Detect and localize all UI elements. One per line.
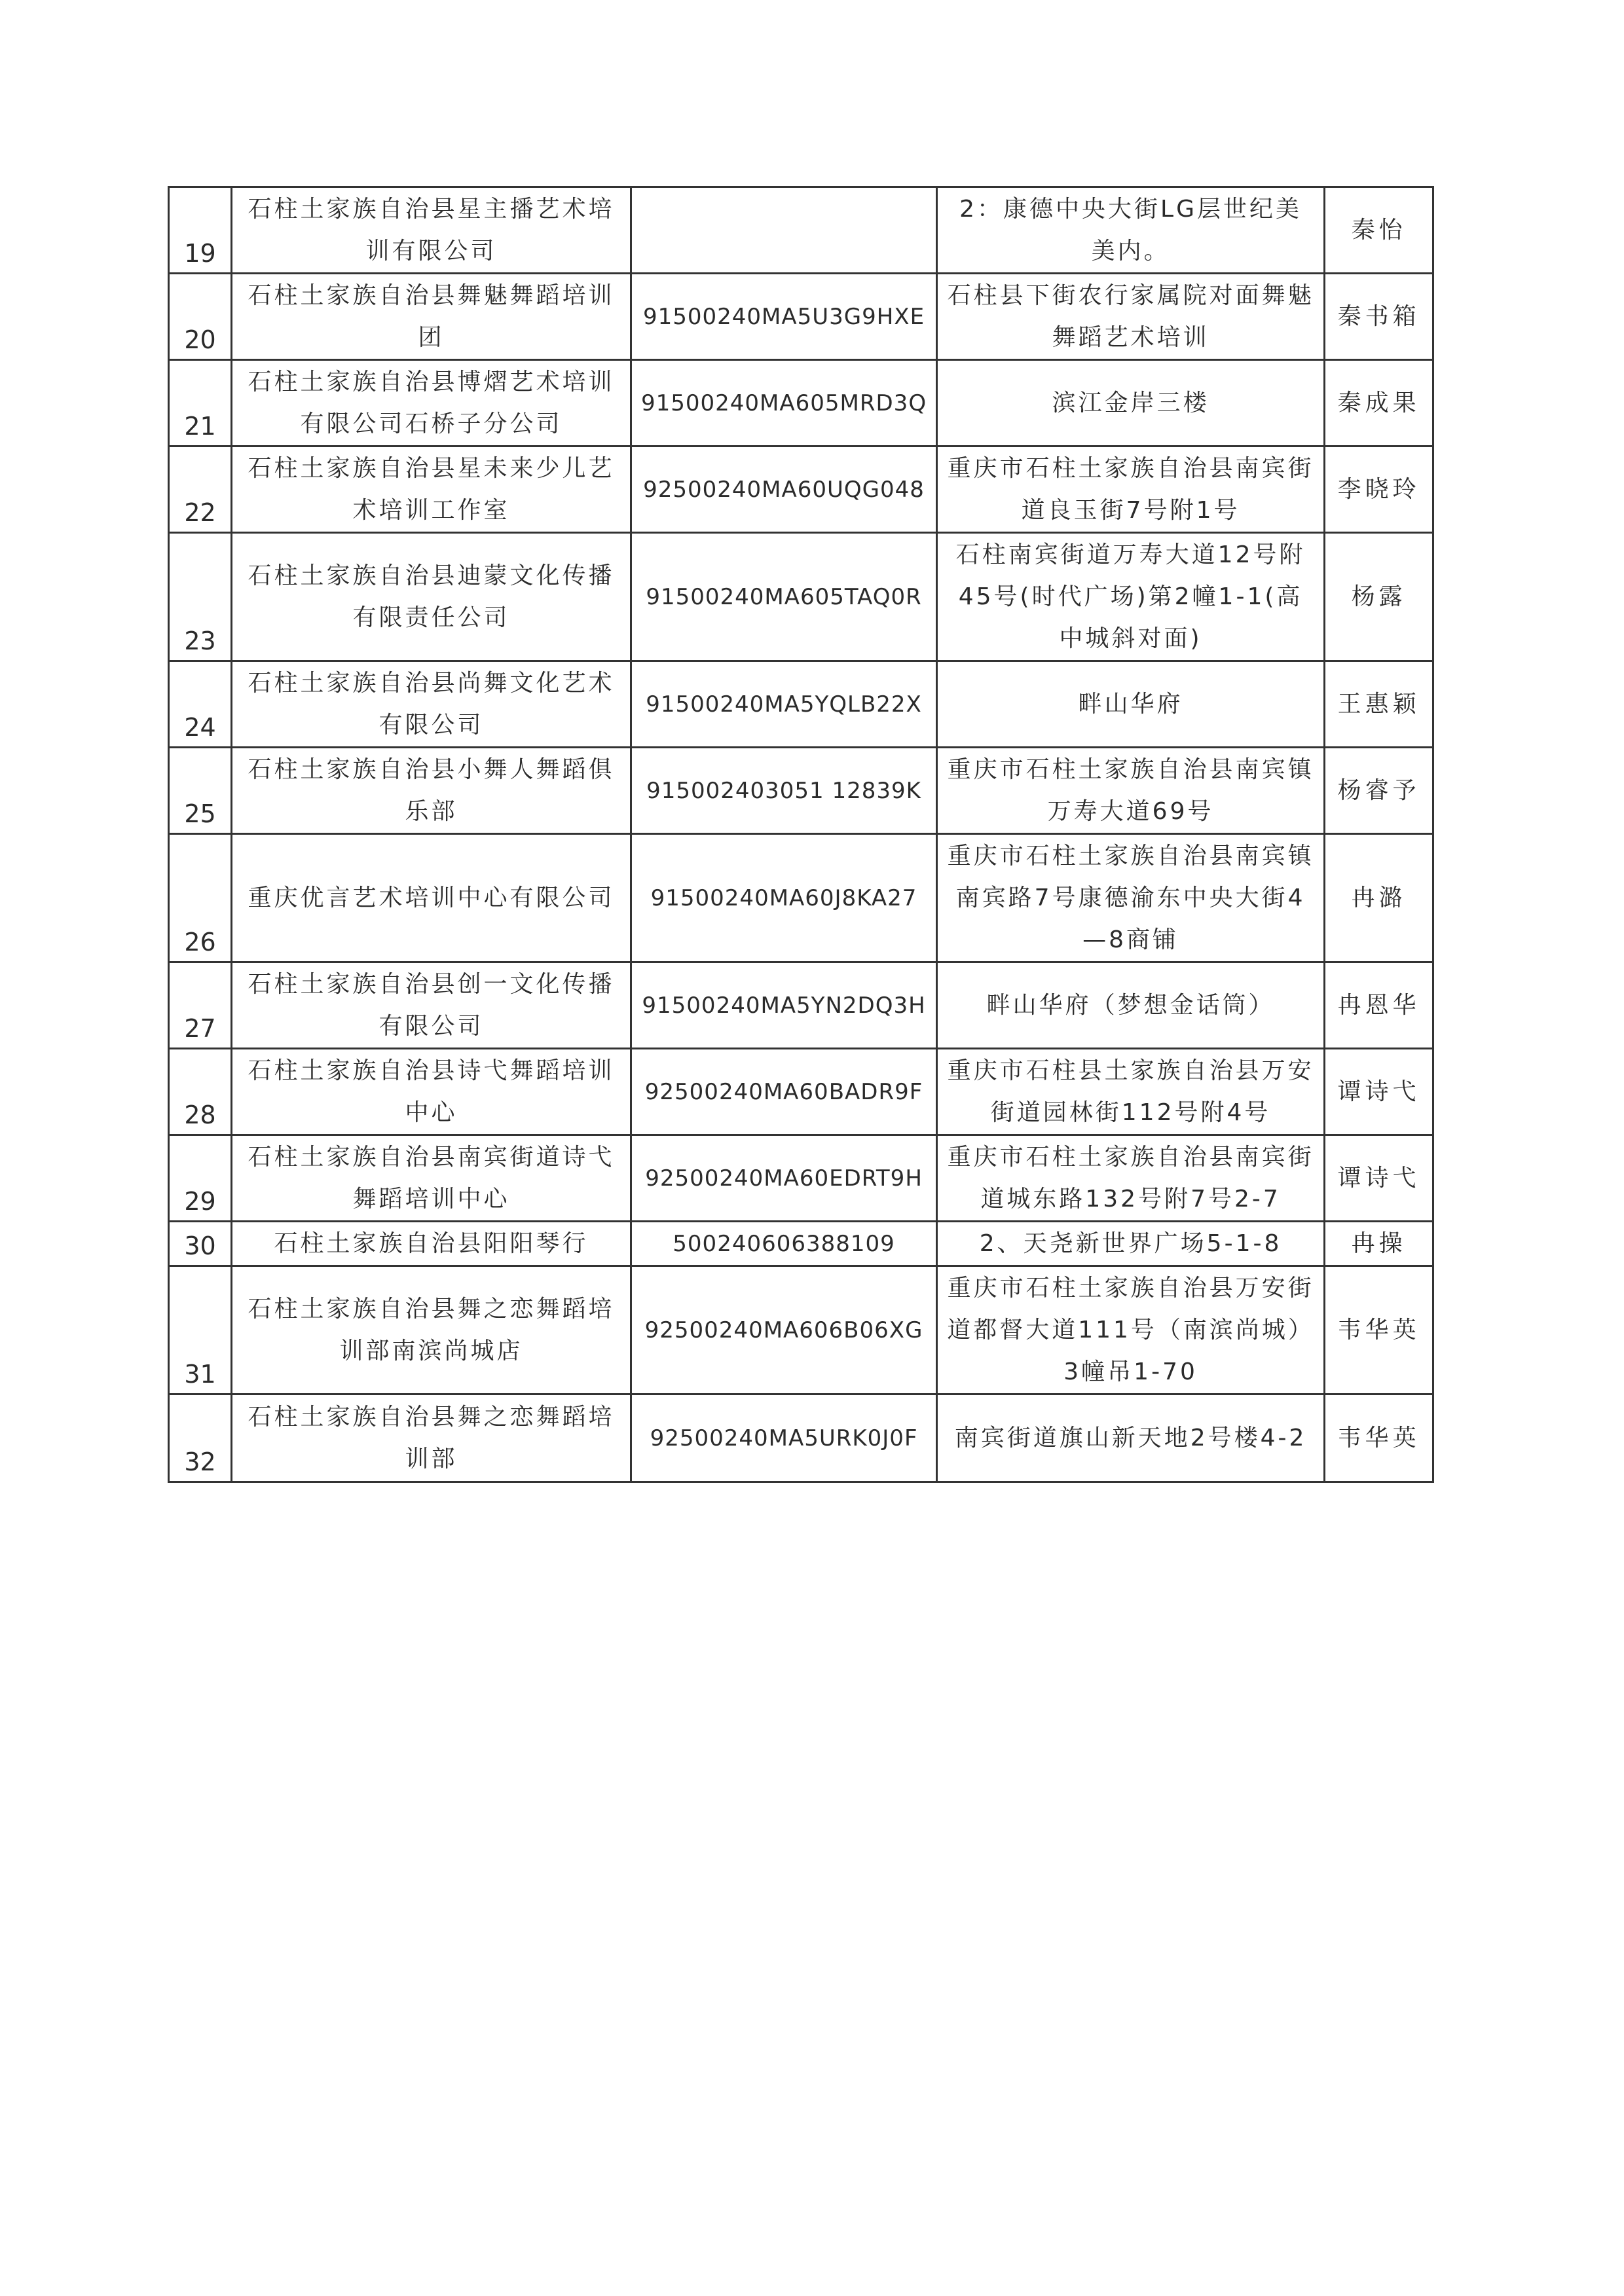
- contact-person: 秦书箱: [1325, 274, 1433, 360]
- address: 石柱县下街农行家属院对面舞魅舞蹈艺术培训: [937, 274, 1325, 360]
- organization-name: 石柱土家族自治县南宾街道诗弋舞蹈培训中心: [232, 1135, 631, 1222]
- address: 畔山华府（梦想金话筒）: [937, 962, 1325, 1049]
- contact-person: 秦成果: [1325, 360, 1433, 446]
- address: 滨江金岸三楼: [937, 360, 1325, 446]
- credit-code: [631, 187, 937, 274]
- row-number: 20: [169, 274, 232, 360]
- row-number: 19: [169, 187, 232, 274]
- contact-person: 李晓玲: [1325, 446, 1433, 533]
- table-row: [169, 274, 1433, 360]
- registration-table: [168, 186, 1434, 1483]
- organization-name: 石柱土家族自治县舞魅舞蹈培训团: [232, 274, 631, 360]
- organization-name: 石柱土家族自治县尚舞文化艺术有限公司: [232, 661, 631, 748]
- table-row: [169, 1266, 1433, 1394]
- row-number: 23: [169, 533, 232, 661]
- row-number: 29: [169, 1135, 232, 1222]
- credit-code: 91500240MA5U3G9HXE: [631, 274, 937, 360]
- contact-person: 谭诗弋: [1325, 1135, 1433, 1222]
- contact-person: 杨睿予: [1325, 748, 1433, 834]
- table-row: [169, 187, 1433, 274]
- credit-code: 91500240MA605MRD3Q: [631, 360, 937, 446]
- address: 重庆市石柱土家族自治县万安街道都督大道111号（南滨尚城）3幢吊1-70: [937, 1266, 1325, 1394]
- address: 重庆市石柱县土家族自治县万安街道园林街112号附4号: [937, 1049, 1325, 1135]
- table-row: [169, 1049, 1433, 1135]
- credit-code: 92500240MA606B06XG: [631, 1266, 937, 1394]
- table-row: [169, 1135, 1433, 1222]
- table-row: [169, 834, 1433, 962]
- row-number: 28: [169, 1049, 232, 1135]
- organization-name: 石柱土家族自治县诗弋舞蹈培训中心: [232, 1049, 631, 1135]
- contact-person: 冉潞: [1325, 834, 1433, 962]
- contact-person: 韦华英: [1325, 1394, 1433, 1482]
- address: 重庆市石柱土家族自治县南宾街道良玉街7号附1号: [937, 446, 1325, 533]
- credit-code: 91500240MA605TAQ0R: [631, 533, 937, 661]
- row-number: 31: [169, 1266, 232, 1394]
- table-row: [169, 1394, 1433, 1482]
- contact-person: 谭诗弋: [1325, 1049, 1433, 1135]
- row-number: 25: [169, 748, 232, 834]
- credit-code: 92500240MA60EDRT9H: [631, 1135, 937, 1222]
- organization-name: 石柱土家族自治县小舞人舞蹈俱乐部: [232, 748, 631, 834]
- contact-person: 韦华英: [1325, 1266, 1433, 1394]
- table-row: [169, 1222, 1433, 1266]
- contact-person: 王惠颖: [1325, 661, 1433, 748]
- row-number: 26: [169, 834, 232, 962]
- row-number: 30: [169, 1222, 232, 1266]
- address: 南宾街道旗山新天地2号楼4-2: [937, 1394, 1325, 1482]
- address: 2：康德中央大街LG层世纪美美内。: [937, 187, 1325, 274]
- row-number: 24: [169, 661, 232, 748]
- table-row: [169, 360, 1433, 446]
- organization-name: 石柱土家族自治县创一文化传播有限公司: [232, 962, 631, 1049]
- organization-name: 石柱土家族自治县博熠艺术培训有限公司石桥子分公司: [232, 360, 631, 446]
- contact-person: 秦怡: [1325, 187, 1433, 274]
- address: 石柱南宾街道万寿大道12号附45号(时代广场)第2幢1-1(高中城斜对面): [937, 533, 1325, 661]
- credit-code: 92500240MA5URK0J0F: [631, 1394, 937, 1482]
- row-number: 32: [169, 1394, 232, 1482]
- credit-code: 500240606388109: [631, 1222, 937, 1266]
- table-row: [169, 533, 1433, 661]
- address: 畔山华府: [937, 661, 1325, 748]
- row-number: 27: [169, 962, 232, 1049]
- contact-person: 冉操: [1325, 1222, 1433, 1266]
- organization-name: 石柱土家族自治县阳阳琴行: [232, 1222, 631, 1266]
- credit-code: 92500240MA60BADR9F: [631, 1049, 937, 1135]
- credit-code: 92500240MA60UQG048: [631, 446, 937, 533]
- organization-name: 重庆优言艺术培训中心有限公司: [232, 834, 631, 962]
- table-row: [169, 748, 1433, 834]
- contact-person: 冉恩华: [1325, 962, 1433, 1049]
- organization-name: 石柱土家族自治县迪蒙文化传播有限责任公司: [232, 533, 631, 661]
- credit-code: 91500240MA5YN2DQ3H: [631, 962, 937, 1049]
- row-number: 22: [169, 446, 232, 533]
- organization-name: 石柱土家族自治县星未来少儿艺术培训工作室: [232, 446, 631, 533]
- credit-code: 91500240MA60J8KA27: [631, 834, 937, 962]
- address: 重庆市石柱土家族自治县南宾镇万寿大道69号: [937, 748, 1325, 834]
- table-row: [169, 962, 1433, 1049]
- table-row: [169, 446, 1433, 533]
- address: 重庆市石柱土家族自治县南宾镇南宾路7号康德渝东中央大街4—8商铺: [937, 834, 1325, 962]
- address: 2、天尧新世界广场5-1-8: [937, 1222, 1325, 1266]
- organization-name: 石柱土家族自治县星主播艺术培训有限公司: [232, 187, 631, 274]
- organization-name: 石柱土家族自治县舞之恋舞蹈培训部南滨尚城店: [232, 1266, 631, 1394]
- organization-name: 石柱土家族自治县舞之恋舞蹈培训部: [232, 1394, 631, 1482]
- credit-code: 91500240MA5YQLB22X: [631, 661, 937, 748]
- row-number: 21: [169, 360, 232, 446]
- credit-code: 915002403051 12839K: [631, 748, 937, 834]
- address: 重庆市石柱土家族自治县南宾街道城东路132号附7号2-7: [937, 1135, 1325, 1222]
- contact-person: 杨露: [1325, 533, 1433, 661]
- table-row: [169, 661, 1433, 748]
